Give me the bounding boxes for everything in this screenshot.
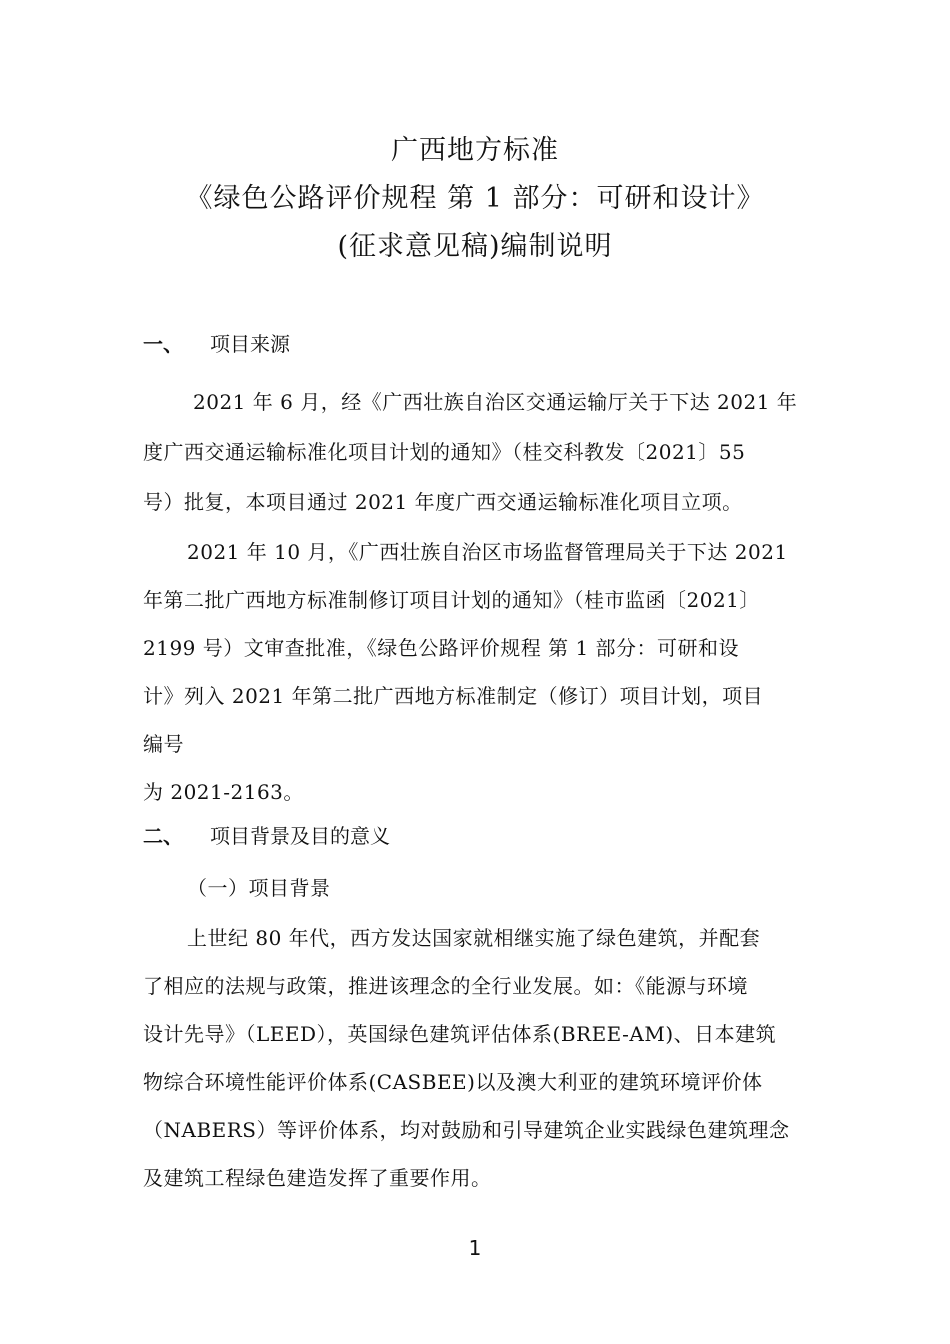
section-1-p2-line-5: 编号 (143, 732, 184, 756)
title-line-3: (征求意见稿)编制说明 (337, 231, 613, 262)
section-2-p1-line-6: 及建筑工程绿色建造发挥了重要作用。 (143, 1166, 492, 1190)
page-number: 1 (468, 1236, 482, 1260)
section-2-number: 二、 (143, 824, 183, 848)
section-2-heading: 项目背景及目的意义 (210, 824, 390, 848)
section-2-p1-line-2: 了相应的法规与政策，推进该理念的全行业发展。如：《能源与环境 (143, 974, 748, 998)
section-2-p1-line-3: 设计先导》（LEED），英国绿色建筑评估体系(BREE-AM)、日本建筑 (143, 1022, 777, 1046)
section-2-p1-line-4: 物综合环境性能评价体系(CASBEE)以及澳大利亚的建筑环境评价体 (143, 1070, 763, 1094)
section-1-p2-line-1: 2021 年 10 月，《广西壮族自治区市场监督管理局关于下达 2021 (187, 540, 788, 564)
title-line-1: 广西地方标准 (391, 135, 559, 166)
section-1-p1-line-3: 号）批复，本项目通过 2021 年度广西交通运输标准化项目立项。 (143, 490, 743, 514)
title-line-2: 《绿色公路评价规程 第 1 部分：可研和设计》 (185, 183, 765, 214)
section-1-p1-line-2: 度广西交通运输标准化项目计划的通知》（桂交科教发〔2021〕55 (143, 440, 746, 464)
section-2-p1-line-5: （NABERS）等评价体系，均对鼓励和引导建筑企业实践绿色建筑理念 (143, 1118, 790, 1142)
section-1-p1-line-1: 2021 年 6 月，经《广西壮族自治区交通运输厅关于下达 2021 年 (193, 390, 798, 414)
section-2-subheading: （一）项目背景 (187, 876, 331, 900)
section-1-heading: 项目来源 (210, 332, 290, 356)
section-1-number: 一、 (143, 332, 183, 356)
section-1-p2-line-6: 为 2021-2163。 (143, 780, 304, 804)
section-1-p2-line-2: 年第二批广西地方标准制修订项目计划的通知》（桂市监函〔2021〕 (143, 588, 760, 612)
section-1-p2-line-4: 计》列入 2021 年第二批广西地方标准制定（修订）项目计划，项目 (143, 684, 764, 708)
section-2-p1-line-1: 上世纪 80 年代，西方发达国家就相继实施了绿色建筑，并配套 (187, 926, 761, 950)
section-1-p2-line-3: 2199 号）文审查批准，《绿色公路评价规程 第 1 部分：可研和设 (143, 636, 740, 660)
